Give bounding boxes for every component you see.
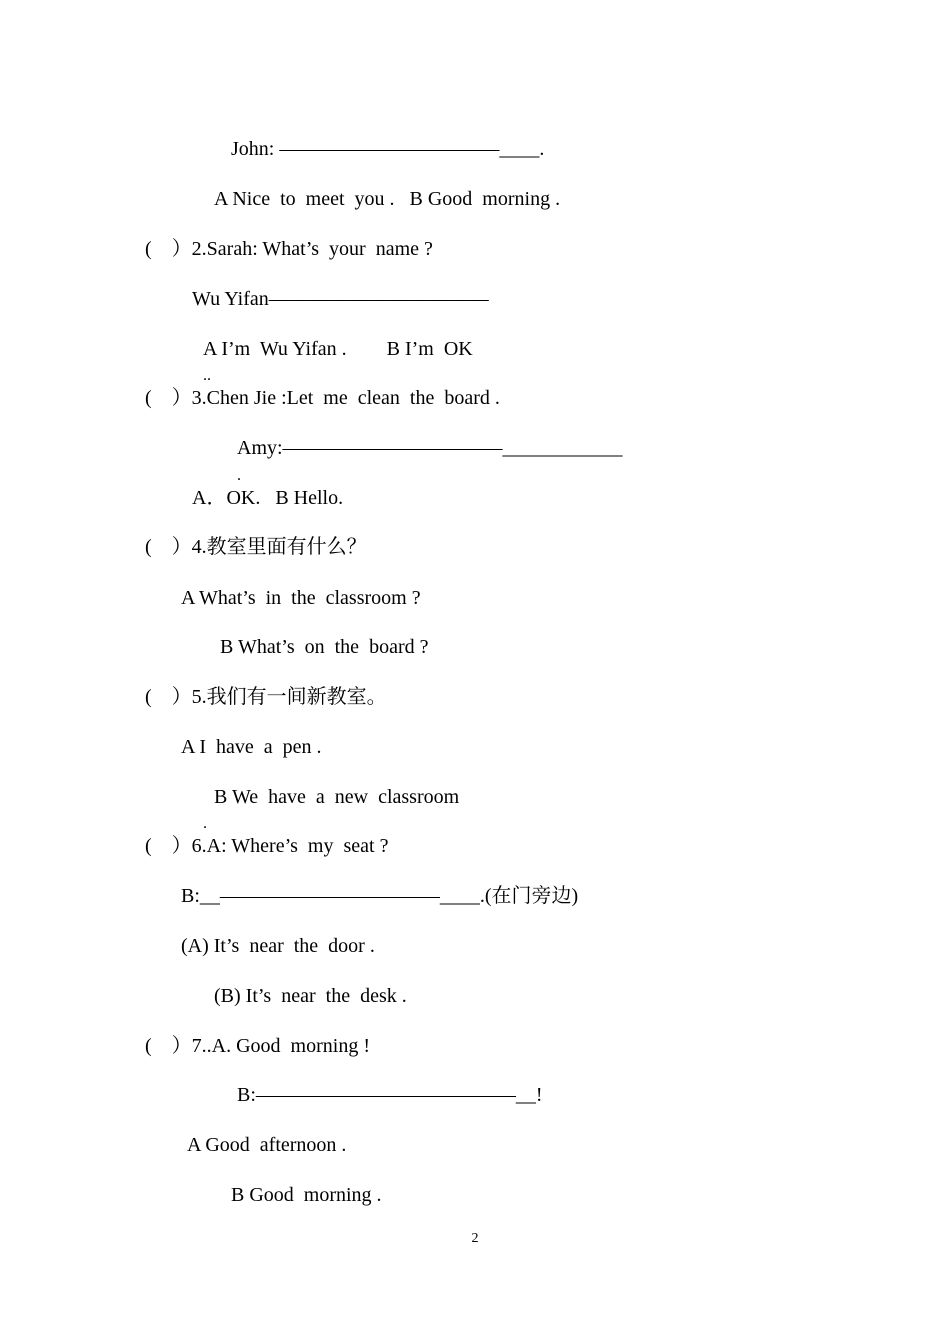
q5-question: ( ）5.我们有一间新教室。: [145, 686, 387, 708]
q6-option-b: (B) It’s near the desk .: [214, 985, 407, 1007]
q1-options: A Nice to meet you . B Good morning .: [214, 188, 561, 210]
q2-trailing-dots: ..: [203, 367, 211, 384]
q4-option-b: B What’s on the board ?: [220, 636, 429, 658]
q3-amy-line: Amy:———————————____________: [237, 437, 623, 459]
q7-option-a: A Good afternoon .: [187, 1134, 347, 1156]
q2-answer-line: Wu Yifan———————————: [192, 288, 489, 310]
q3-question: ( ）3.Chen Jie :Let me clean the board .: [145, 387, 500, 409]
q6-question: ( ）6.A: Where’s my seat ?: [145, 835, 389, 857]
q5-option-a: A I have a pen .: [181, 736, 322, 758]
q5-option-b: B We have a new classroom: [214, 786, 460, 808]
page-number: 2: [471, 1231, 479, 1246]
q6-answer-line: B:__———————————____.(在门旁边): [181, 885, 579, 907]
q3-trailing-dot: .: [237, 467, 241, 484]
q5-trailing-dot: .: [203, 815, 207, 832]
q7-option-b: B Good morning .: [231, 1184, 382, 1206]
q3-options: A．OK. B Hello.: [192, 487, 344, 509]
q4-option-a: A What’s in the classroom ?: [181, 587, 421, 609]
q6-option-a: (A) It’s near the door .: [181, 935, 375, 957]
q1-john-line: John: ———————————____.: [231, 138, 545, 160]
q7-answer-line: B:—————————————__!: [237, 1084, 543, 1106]
q7-question: ( ）7..A. Good morning !: [145, 1035, 370, 1057]
q2-question: ( ）2.Sarah: What’s your name ?: [145, 238, 433, 260]
q4-question: ( ）4.教室里面有什么？: [145, 536, 367, 558]
q2-options: A I’m Wu Yifan . B I’m OK: [203, 338, 473, 360]
